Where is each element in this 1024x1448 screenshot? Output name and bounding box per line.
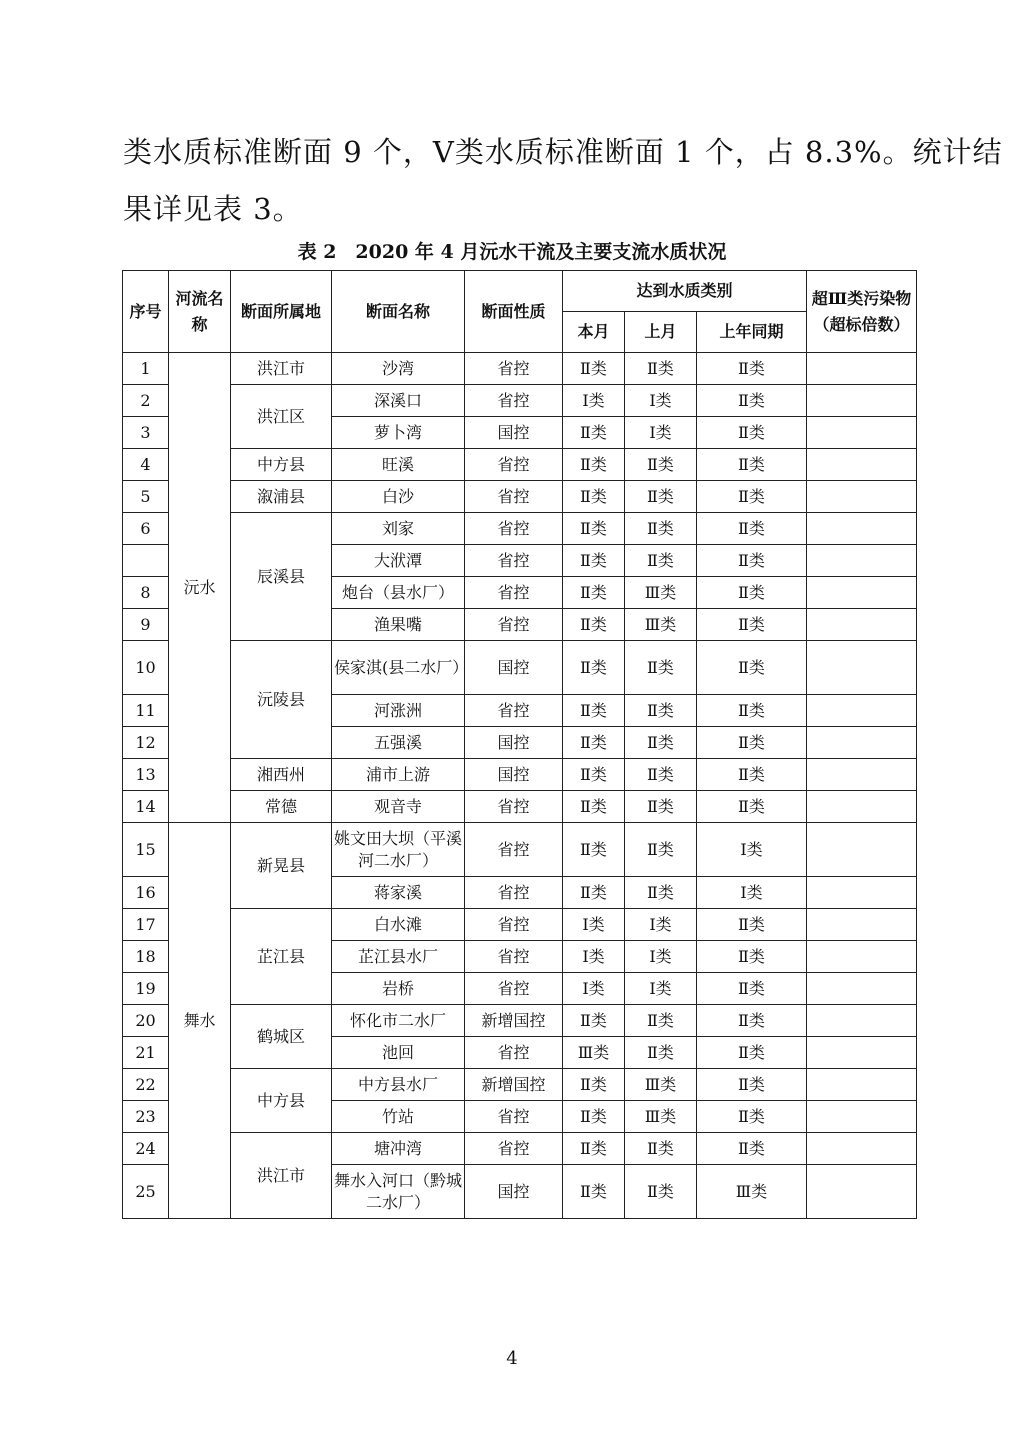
- cell-river: 沅水: [169, 353, 231, 823]
- cell-section-nature: 省控: [465, 973, 563, 1005]
- cell-exceed: [807, 909, 917, 941]
- cell-grade-this-month: Ⅱ类: [563, 513, 625, 545]
- table-row: [123, 481, 917, 513]
- cell-seq: 9: [123, 609, 169, 641]
- cell-grade-last-year: Ⅱ类: [697, 641, 807, 695]
- cell-grade-last-month: Ⅰ类: [625, 973, 697, 1005]
- cell-grade-last-month: Ⅱ类: [625, 1037, 697, 1069]
- cell-seq: 22: [123, 1069, 169, 1101]
- cell-grade-last-month: Ⅲ类: [625, 1101, 697, 1133]
- cell-grade-last-month: Ⅱ类: [625, 695, 697, 727]
- cell-grade-this-month: Ⅱ类: [563, 609, 625, 641]
- cell-grade-last-month: Ⅱ类: [625, 1005, 697, 1037]
- cell-grade-last-month: Ⅱ类: [625, 1165, 697, 1219]
- table-row: [123, 1133, 917, 1165]
- cell-section-name: 竹站: [332, 1101, 465, 1133]
- cell-grade-last-year: Ⅱ类: [697, 481, 807, 513]
- cell-section-nature: 省控: [465, 1037, 563, 1069]
- cell-section-name: 大洑潭: [332, 545, 465, 577]
- cell-section-nature: 省控: [465, 695, 563, 727]
- cell-grade-this-month: Ⅱ类: [563, 759, 625, 791]
- cell-seq: 13: [123, 759, 169, 791]
- cell-section-name: 侯家淇(县二水厂）: [332, 641, 465, 695]
- cell-grade-this-month: Ⅰ类: [563, 909, 625, 941]
- cell-grade-this-month: Ⅰ类: [563, 941, 625, 973]
- header-exceed: 超Ⅲ类污染物（超标倍数）: [807, 271, 917, 353]
- cell-grade-this-month: Ⅱ类: [563, 577, 625, 609]
- cell-section-name: 观音寺: [332, 791, 465, 823]
- cell-seq: 10: [123, 641, 169, 695]
- cell-grade-last-month: Ⅱ类: [625, 1133, 697, 1165]
- cell-section-name: 沙湾: [332, 353, 465, 385]
- cell-grade-last-month: Ⅱ类: [625, 791, 697, 823]
- cell-grade-this-month: Ⅱ类: [563, 545, 625, 577]
- cell-section-nature: 新增国控: [465, 1005, 563, 1037]
- cell-section-nature: 国控: [465, 1165, 563, 1219]
- cell-grade-this-month: Ⅱ类: [563, 695, 625, 727]
- cell-area: 常德: [231, 791, 332, 823]
- cell-section-nature: 省控: [465, 1101, 563, 1133]
- cell-grade-last-year: Ⅱ类: [697, 973, 807, 1005]
- table-row: [123, 641, 917, 695]
- cell-section-nature: 省控: [465, 481, 563, 513]
- cell-section-nature: 国控: [465, 641, 563, 695]
- cell-section-nature: 省控: [465, 609, 563, 641]
- table-row: [123, 449, 917, 481]
- cell-grade-this-month: Ⅱ类: [563, 417, 625, 449]
- cell-seq: 23: [123, 1101, 169, 1133]
- cell-section-name: 渔果嘴: [332, 609, 465, 641]
- cell-exceed: [807, 1037, 917, 1069]
- cell-seq: 19: [123, 973, 169, 1005]
- cell-grade-last-year: Ⅱ类: [697, 727, 807, 759]
- cell-grade-this-month: Ⅱ类: [563, 791, 625, 823]
- paragraph-line: 果详见表 3。: [123, 192, 303, 226]
- cell-grade-last-month: Ⅱ类: [625, 353, 697, 385]
- cell-section-nature: 省控: [465, 577, 563, 609]
- cell-exceed: [807, 1005, 917, 1037]
- cell-grade-last-year: Ⅱ类: [697, 791, 807, 823]
- header-nature: 断面性质: [465, 271, 563, 353]
- cell-seq: 21: [123, 1037, 169, 1069]
- table-row: [123, 513, 917, 545]
- cell-exceed: [807, 641, 917, 695]
- cell-seq: 2: [123, 385, 169, 417]
- cell-area: 中方县: [231, 1069, 332, 1133]
- header-area: 断面所属地: [231, 271, 332, 353]
- cell-area: 鹤城区: [231, 1005, 332, 1069]
- paragraph-line: 类水质标准断面 9 个，Ⅴ类水质标准断面 1 个，占 8.3%。统计结: [123, 135, 1003, 169]
- cell-grade-this-month: Ⅱ类: [563, 641, 625, 695]
- table-row: [123, 1005, 917, 1037]
- cell-grade-last-year: Ⅱ类: [697, 513, 807, 545]
- cell-section-name: 姚文田大坝（平溪河二水厂）: [332, 823, 465, 877]
- cell-grade-last-month: Ⅲ类: [625, 577, 697, 609]
- cell-seq: 14: [123, 791, 169, 823]
- cell-exceed: [807, 1101, 917, 1133]
- cell-section-name: 白沙: [332, 481, 465, 513]
- cell-section-nature: 省控: [465, 791, 563, 823]
- cell-exceed: [807, 1133, 917, 1165]
- cell-grade-this-month: Ⅱ类: [563, 1005, 625, 1037]
- cell-grade-this-month: Ⅱ类: [563, 1133, 625, 1165]
- water-quality-table: [122, 270, 917, 1219]
- cell-grade-last-year: Ⅱ类: [697, 353, 807, 385]
- cell-area: 芷江县: [231, 909, 332, 1005]
- cell-section-name: 萝卜湾: [332, 417, 465, 449]
- cell-grade-last-year: Ⅱ类: [697, 577, 807, 609]
- cell-section-nature: 国控: [465, 417, 563, 449]
- cell-area: 洪江市: [231, 353, 332, 385]
- cell-area: 辰溪县: [231, 513, 332, 641]
- table-row: [123, 759, 917, 791]
- cell-section-name: 岩桥: [332, 973, 465, 1005]
- cell-grade-last-month: Ⅱ类: [625, 823, 697, 877]
- cell-grade-last-month: Ⅱ类: [625, 513, 697, 545]
- cell-grade-last-year: Ⅱ类: [697, 1101, 807, 1133]
- cell-exceed: [807, 823, 917, 877]
- cell-seq: 15: [123, 823, 169, 877]
- table-row: [123, 385, 917, 417]
- cell-section-nature: 国控: [465, 727, 563, 759]
- cell-grade-last-year: Ⅲ类: [697, 1165, 807, 1219]
- cell-section-nature: 省控: [465, 941, 563, 973]
- header-river: 河流名称: [169, 271, 231, 353]
- table-row: [123, 823, 917, 877]
- cell-section-name: 蒋家溪: [332, 877, 465, 909]
- cell-grade-last-month: Ⅱ类: [625, 641, 697, 695]
- cell-section-name: 刘家: [332, 513, 465, 545]
- table-row: [123, 909, 917, 941]
- cell-grade-last-month: Ⅲ类: [625, 1069, 697, 1101]
- cell-seq: 4: [123, 449, 169, 481]
- cell-grade-last-year: Ⅱ类: [697, 759, 807, 791]
- cell-seq: 24: [123, 1133, 169, 1165]
- cell-section-name: 中方县水厂: [332, 1069, 465, 1101]
- cell-grade-last-year: Ⅱ类: [697, 1133, 807, 1165]
- cell-exceed: [807, 877, 917, 909]
- table-body: [123, 353, 917, 1219]
- cell-seq: 11: [123, 695, 169, 727]
- cell-grade-last-year: Ⅱ类: [697, 695, 807, 727]
- cell-area: 湘西州: [231, 759, 332, 791]
- cell-seq: 5: [123, 481, 169, 513]
- table-row: [123, 1069, 917, 1101]
- cell-section-nature: 省控: [465, 353, 563, 385]
- cell-seq: [123, 545, 169, 577]
- cell-exceed: [807, 1165, 917, 1219]
- cell-grade-this-month: Ⅱ类: [563, 1069, 625, 1101]
- cell-grade-last-month: Ⅱ类: [625, 727, 697, 759]
- cell-seq: 25: [123, 1165, 169, 1219]
- table-row: [123, 791, 917, 823]
- cell-section-name: 芷江县水厂: [332, 941, 465, 973]
- cell-section-name: 炮台（县水厂）: [332, 577, 465, 609]
- cell-seq: 12: [123, 727, 169, 759]
- body-paragraph: [123, 124, 1003, 238]
- cell-seq: 6: [123, 513, 169, 545]
- cell-seq: 3: [123, 417, 169, 449]
- cell-section-nature: 省控: [465, 877, 563, 909]
- header-grade-group: 达到水质类别: [563, 271, 807, 312]
- cell-grade-this-month: Ⅱ类: [563, 727, 625, 759]
- cell-section-nature: 省控: [465, 449, 563, 481]
- cell-area: 洪江区: [231, 385, 332, 449]
- cell-exceed: [807, 727, 917, 759]
- table-caption: 表 2 2020 年 4 月沅水干流及主要支流水质状况: [297, 241, 727, 263]
- cell-grade-last-month: Ⅲ类: [625, 609, 697, 641]
- cell-grade-last-year: Ⅰ类: [697, 823, 807, 877]
- cell-grade-this-month: Ⅱ类: [563, 1165, 625, 1219]
- cell-grade-last-year: Ⅱ类: [697, 1069, 807, 1101]
- cell-grade-this-month: Ⅱ类: [563, 481, 625, 513]
- cell-grade-last-year: Ⅰ类: [697, 877, 807, 909]
- cell-grade-last-month: Ⅰ类: [625, 417, 697, 449]
- cell-grade-last-month: Ⅱ类: [625, 759, 697, 791]
- cell-grade-this-month: Ⅲ类: [563, 1037, 625, 1069]
- cell-grade-last-year: Ⅱ类: [697, 385, 807, 417]
- cell-section-nature: 省控: [465, 909, 563, 941]
- header-name: 断面名称: [332, 271, 465, 353]
- cell-section-name: 河涨洲: [332, 695, 465, 727]
- cell-exceed: [807, 759, 917, 791]
- cell-section-name: 五强溪: [332, 727, 465, 759]
- cell-exceed: [807, 973, 917, 1005]
- cell-grade-last-month: Ⅱ类: [625, 481, 697, 513]
- cell-section-nature: 国控: [465, 759, 563, 791]
- header-last-year: 上年同期: [697, 312, 807, 353]
- cell-area: 溆浦县: [231, 481, 332, 513]
- cell-grade-last-month: Ⅱ类: [625, 449, 697, 481]
- table-row: [123, 353, 917, 385]
- cell-exceed: [807, 545, 917, 577]
- cell-grade-last-year: Ⅱ类: [697, 545, 807, 577]
- cell-area: 洪江市: [231, 1133, 332, 1219]
- cell-grade-this-month: Ⅰ类: [563, 973, 625, 1005]
- cell-section-nature: 省控: [465, 823, 563, 877]
- cell-grade-this-month: Ⅱ类: [563, 449, 625, 481]
- cell-exceed: [807, 791, 917, 823]
- cell-section-name: 浦市上游: [332, 759, 465, 791]
- cell-seq: 16: [123, 877, 169, 909]
- cell-grade-this-month: Ⅰ类: [563, 385, 625, 417]
- cell-area: 新晃县: [231, 823, 332, 909]
- cell-grade-last-year: Ⅱ类: [697, 609, 807, 641]
- cell-grade-last-year: Ⅱ类: [697, 449, 807, 481]
- cell-exceed: [807, 941, 917, 973]
- cell-exceed: [807, 513, 917, 545]
- cell-exceed: [807, 1069, 917, 1101]
- cell-section-nature: 省控: [465, 385, 563, 417]
- cell-grade-last-month: Ⅰ类: [625, 909, 697, 941]
- cell-grade-last-year: Ⅱ类: [697, 941, 807, 973]
- cell-exceed: [807, 577, 917, 609]
- cell-grade-last-month: Ⅱ类: [625, 545, 697, 577]
- cell-grade-last-year: Ⅱ类: [697, 909, 807, 941]
- cell-exceed: [807, 695, 917, 727]
- cell-exceed: [807, 449, 917, 481]
- cell-grade-last-month: Ⅱ类: [625, 877, 697, 909]
- cell-section-name: 池回: [332, 1037, 465, 1069]
- cell-grade-last-month: Ⅰ类: [625, 385, 697, 417]
- cell-seq: 8: [123, 577, 169, 609]
- cell-grade-this-month: Ⅱ类: [563, 353, 625, 385]
- cell-seq: 1: [123, 353, 169, 385]
- cell-seq: 17: [123, 909, 169, 941]
- cell-area: 沅陵县: [231, 641, 332, 759]
- cell-river: 舞水: [169, 823, 231, 1219]
- cell-section-nature: 省控: [465, 1133, 563, 1165]
- page-number: 4: [506, 1348, 518, 1369]
- cell-grade-this-month: Ⅱ类: [563, 1101, 625, 1133]
- cell-section-name: 白水滩: [332, 909, 465, 941]
- cell-section-name: 塘冲湾: [332, 1133, 465, 1165]
- cell-grade-last-year: Ⅱ类: [697, 417, 807, 449]
- header-seq: 序号: [123, 271, 169, 353]
- cell-grade-this-month: Ⅱ类: [563, 877, 625, 909]
- cell-exceed: [807, 417, 917, 449]
- header-this-month: 本月: [563, 312, 625, 353]
- cell-section-nature: 省控: [465, 545, 563, 577]
- cell-seq: 18: [123, 941, 169, 973]
- cell-grade-last-year: Ⅱ类: [697, 1037, 807, 1069]
- cell-exceed: [807, 353, 917, 385]
- cell-seq: 20: [123, 1005, 169, 1037]
- cell-section-name: 深溪口: [332, 385, 465, 417]
- cell-grade-last-month: Ⅰ类: [625, 941, 697, 973]
- cell-exceed: [807, 385, 917, 417]
- cell-grade-last-year: Ⅱ类: [697, 1005, 807, 1037]
- cell-grade-this-month: Ⅱ类: [563, 823, 625, 877]
- cell-section-name: 舞水入河口（黔城二水厂）: [332, 1165, 465, 1219]
- cell-section-name: 怀化市二水厂: [332, 1005, 465, 1037]
- header-last-month: 上月: [625, 312, 697, 353]
- cell-section-name: 旺溪: [332, 449, 465, 481]
- cell-exceed: [807, 481, 917, 513]
- cell-exceed: [807, 609, 917, 641]
- cell-section-nature: 新增国控: [465, 1069, 563, 1101]
- cell-section-nature: 省控: [465, 513, 563, 545]
- cell-area: 中方县: [231, 449, 332, 481]
